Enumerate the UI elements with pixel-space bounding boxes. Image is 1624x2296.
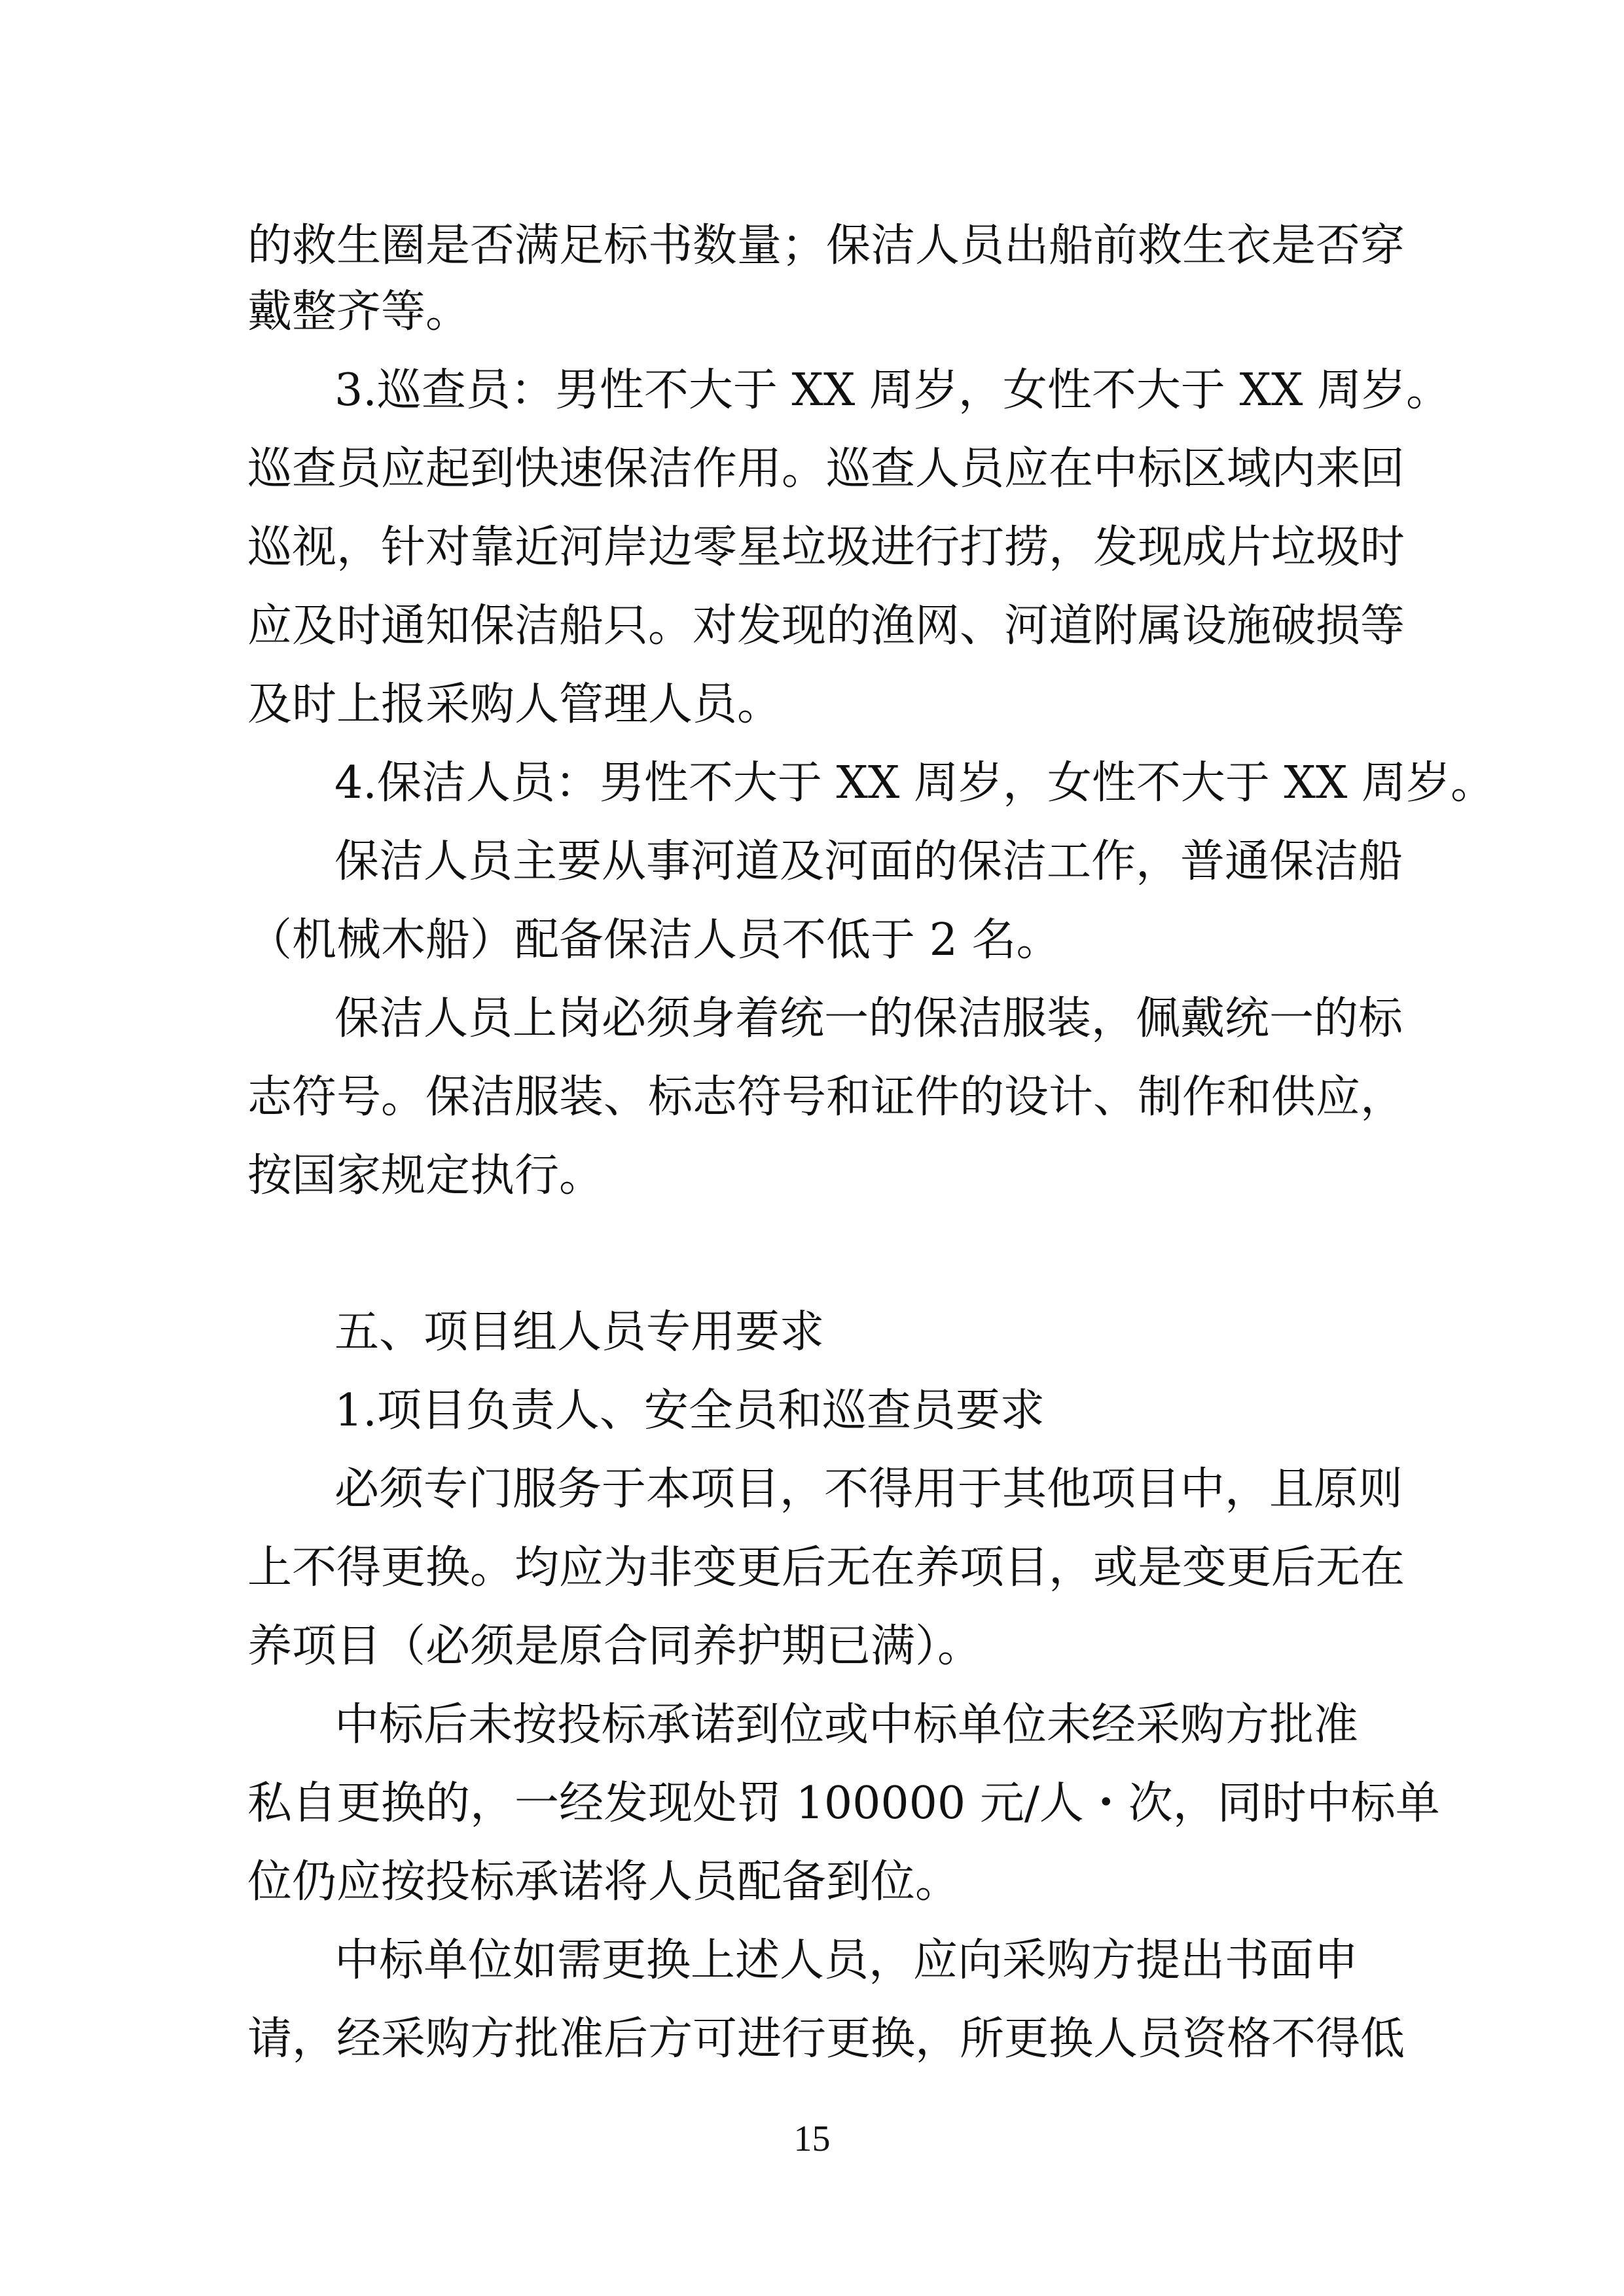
text-line: 按国家规定执行。 — [247, 1150, 604, 1202]
text-line: 必须专门服务于本项目，不得用于其他项目中，且原则 — [334, 1463, 1403, 1515]
text-line: 的救生圈是否满足标书数量；保洁人员出船前救生衣是否穿 — [247, 220, 1405, 272]
text-line: 私自更换的，一经发现处罚 100000 元/人・次，同时中标单 — [247, 1778, 1440, 1829]
text-line: 志符号。保洁服装、标志符号和证件的设计、制作和供应， — [247, 1071, 1405, 1123]
text-line: 巡查员应起到快速保洁作用。巡查人员应在中标区域内来回 — [247, 443, 1405, 495]
text-line: 4.保洁人员：男性不大于 XX 周岁，女性不大于 XX 周岁。 — [334, 757, 1495, 809]
text-line: 养项目（必须是原合同养护期已满）。 — [247, 1621, 983, 1672]
text-line: 上不得更换。均应为非变更后无在养项目，或是变更后无在 — [247, 1542, 1405, 1594]
text-line: 保洁人员主要从事河道及河面的保洁工作，普通保洁船 — [334, 836, 1403, 888]
text-line: （机械木船）配备保洁人员不低于 2 名。 — [247, 914, 1061, 966]
text-line: 应及时通知保洁船只。对发现的渔网、河道附属设施破损等 — [247, 600, 1405, 652]
text-line: 3.巡查员：男性不大于 XX 周岁，女性不大于 XX 周岁。 — [334, 365, 1451, 416]
text-line: 戴整齐等。 — [247, 286, 471, 338]
text-line: 中标单位如需更换上述人员，应向采购方提出书面申 — [334, 1935, 1359, 1986]
section-heading: 五、项目组人员专用要求 — [334, 1306, 825, 1358]
text-line: 及时上报采购人管理人员。 — [247, 679, 782, 730]
text-line: 请，经采购方批准后方可进行更换，所更换人员资格不得低 — [247, 2013, 1405, 2065]
page-number: 15 — [793, 2119, 831, 2159]
text-line: 中标后未按投标承诺到位或中标单位未经采购方批准 — [334, 1699, 1359, 1751]
subsection-heading: 1.项目负责人、安全员和巡查员要求 — [334, 1385, 1045, 1437]
text-line: 巡视，针对靠近河岸边零星垃圾进行打捞，发现成片垃圾时 — [247, 522, 1405, 573]
text-line: 位仍应按投标承诺将人员配备到位。 — [247, 1856, 960, 1908]
text-line: 保洁人员上岗必须身着统一的保洁服装，佩戴统一的标 — [334, 993, 1403, 1045]
